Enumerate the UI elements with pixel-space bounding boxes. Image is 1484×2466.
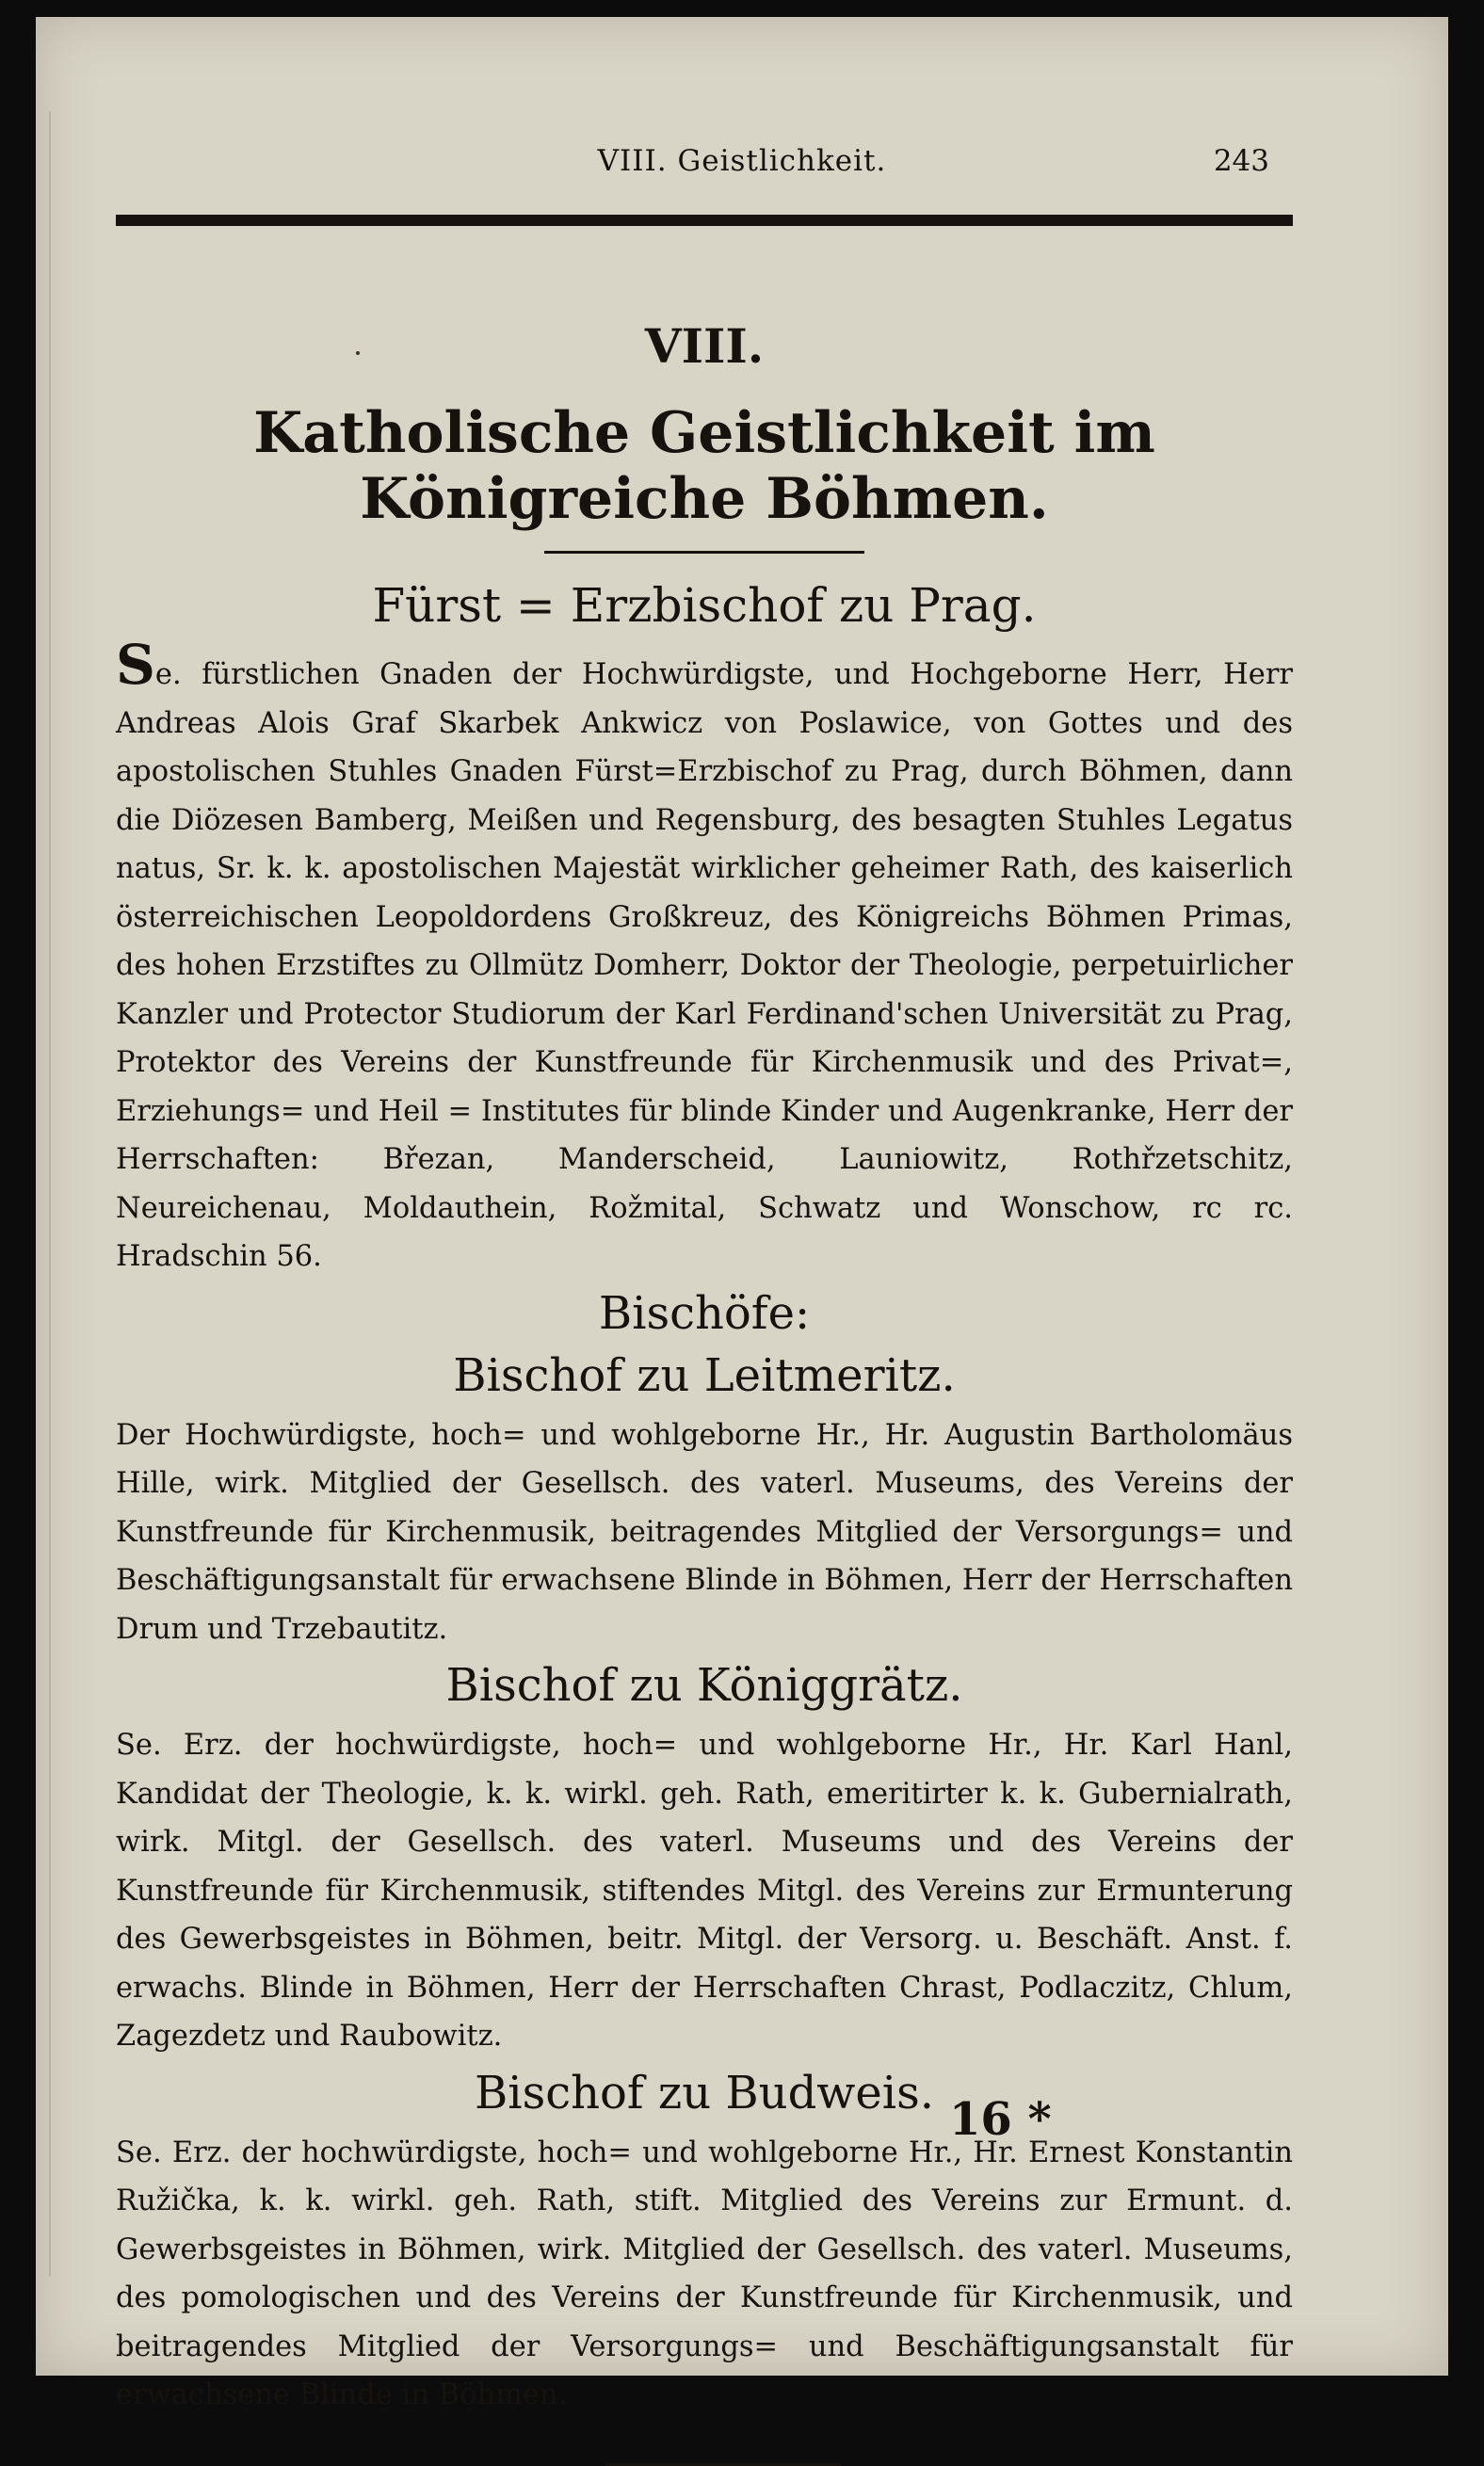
archbishop-title: Fürst = Erzbischof zu Prag. xyxy=(372,578,1037,633)
archbishop-paragraph xyxy=(116,633,1293,1281)
bishop-budweis-text: Se. Erz. der hochwürdigste, hoch= und wohlgeborne Hr., Hr. Ernest Konstantin Ružička, k. k. wirkl. geh. Rath, stift. Mitglied des Vereins zur Ermunt. d. Gewerbsgeistes in Böhmen, wirk. Mitglied der Gesellsch. des vaterl. Museums, des pomologischen und des Vereins der Kunstfreunde für Kirchenmusik, und beitragendes Mitglied der Versorgungs= und Beschäftigungsanstalt für erwachsene Blinde in Böhmen. xyxy=(116,2136,1293,2411)
footer-rule xyxy=(605,2463,841,2466)
bishops-heading: Bischöfe: xyxy=(598,1286,811,1340)
page-number: 243 xyxy=(1213,144,1269,178)
header-rule xyxy=(116,215,1293,226)
bishop-koeniggraetz-title: Bischof zu Königgrätz. xyxy=(445,1659,963,1712)
bishop-budweis-title: Bischof zu Budweis. xyxy=(474,2066,935,2119)
book-page xyxy=(36,17,1448,2411)
archbishop-text: e. fürstlichen Gnaden der Hochwürdigste, und Hochgeborne Herr, Herr Andreas Alois Graf Skarbek Ankwicz von Poslawice, von Gottes und des apostolischen Stuhles Gnaden Fürst=Erzbischof zu Prag, durch Böhmen, dann die Diözesen Bamberg, Meißen und Regensburg, des besagten Stuhles Legatus natus, Sr. k. k. apostolischen Majestät wirklicher geheimer Rath, des kaiserlich österreichischen Leopoldordens Großkreuz, des Königreichs Böhmen Primas, des hohen Erzstiftes zu Ollmütz Domherr, Doktor der Theologie, perpetuirlicher Kanzler und Protector Studiorum der Karl Ferdinand'schen Universität zu Prag, Protektor des Vereins der Kunstfreunde für Kirchenmusik und des Privat=, Erziehungs= und Heil = Institutes für blinde Kinder und Augenkranke, Herr der Herrschaften: Březan, Manderscheid, Launiowitz, Rothřzetschitz, Neureichenau, Moldauthein, Rožmital, Schwatz und Wonschow, rc rc. Hradschin 56. xyxy=(116,658,1293,1273)
drop-initial: S xyxy=(116,633,155,697)
running-head: VIII. Geistlichkeit. xyxy=(597,144,887,178)
chapter-title: Katholische Geistlichkeit im Königreiche Böhmen. xyxy=(253,400,1155,532)
signature-mark: 16 * xyxy=(949,2093,1052,2146)
chapter-number: VIII. xyxy=(644,318,765,374)
page-edge-line xyxy=(49,111,51,2277)
bishop-koeniggraetz-text: Se. Erz. der hochwürdigste, hoch= und wohlgeborne Hr., Hr. Karl Hanl, Kandidat der Theologie, k. k. wirkl. geh. Rath, emeritirter k. k. Gubernialrath, wirk. Mitgl. der Gesellsch. des vaterl. Museums und des Vereins der Kunstfreunde für Kirchenmusik, stiftendes Mitgl. des Vereins zur Ermunterung des Gewerbsgeistes in Böhmen, beitr. Mitgl. der Versorg. u. Beschäft. Anst. f. erwachs. Blinde in Böhmen, Herr der Herrschaften Chrast, Podlaczitz, Chlum, Zagezdetz und Raubowitz. xyxy=(116,1729,1293,2053)
bishop-leitmeritz-title: Bischof zu Leitmeritz. xyxy=(453,1348,956,1402)
page-content xyxy=(116,318,1293,2466)
bishop-leitmeritz-text: Der Hochwürdigste, hoch= und wohlgeborne Hr., Hr. Augustin Bartholomäus Hille, wirk. Mitglied der Gesellsch. des vaterl. Museums, des Vereins der Kunstfreunde für Kirchenmusik, beitragendes Mitglied der Versorgungs= und Beschäftigungsanstalt für erwachsene Blinde in Böhmen, Herr der Herrschaften Drum und Trzebautitz. xyxy=(116,1418,1293,1646)
title-rule xyxy=(544,551,864,554)
